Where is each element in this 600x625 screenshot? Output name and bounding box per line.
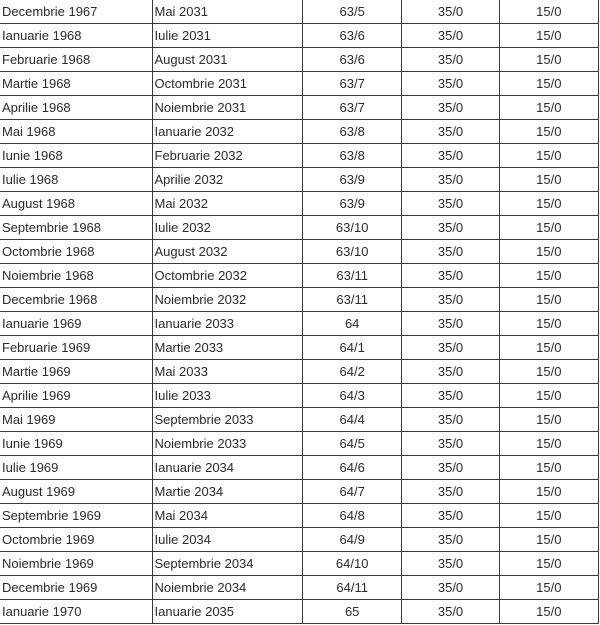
- birth-date-cell: Octombrie 1969: [0, 528, 152, 552]
- birth-date-cell: August 1969: [0, 480, 152, 504]
- standard-age-cell: 63/9: [303, 192, 402, 216]
- table-row: [0, 336, 599, 360]
- standard-age-cell: 64: [303, 312, 402, 336]
- birth-date-cell: Iunie 1968: [0, 144, 152, 168]
- table-row: [0, 216, 599, 240]
- birth-date-cell: Ianuarie 1968: [0, 24, 152, 48]
- retirement-date-cell: Februarie 2032: [152, 144, 303, 168]
- contribution-years-cell: 35/0: [402, 120, 499, 144]
- contribution-years-cell: 35/0: [402, 384, 499, 408]
- retirement-date-cell: Iulie 2032: [152, 216, 303, 240]
- standard-age-cell: 63/7: [303, 96, 402, 120]
- birth-date-cell: Aprilie 1968: [0, 96, 152, 120]
- standard-age-cell: 64/3: [303, 384, 402, 408]
- birth-date-cell: Februarie 1968: [0, 48, 152, 72]
- table-row: [0, 576, 599, 600]
- retirement-date-cell: Martie 2034: [152, 480, 303, 504]
- table-row: [0, 384, 599, 408]
- standard-age-cell: 63/7: [303, 72, 402, 96]
- retirement-date-cell: Septembrie 2033: [152, 408, 303, 432]
- minimum-contribution-cell: 15/0: [499, 552, 598, 576]
- minimum-contribution-cell: 15/0: [499, 480, 598, 504]
- contribution-years-cell: 35/0: [402, 504, 499, 528]
- birth-date-cell: Octombrie 1968: [0, 240, 152, 264]
- retirement-date-cell: Octombrie 2032: [152, 264, 303, 288]
- retirement-date-cell: August 2031: [152, 48, 303, 72]
- minimum-contribution-cell: 15/0: [499, 600, 598, 624]
- standard-age-cell: 64/1: [303, 336, 402, 360]
- contribution-years-cell: 35/0: [402, 144, 499, 168]
- table-row: [0, 408, 599, 432]
- minimum-contribution-cell: 15/0: [499, 216, 598, 240]
- table-row: [0, 144, 599, 168]
- birth-date-cell: Septembrie 1969: [0, 504, 152, 528]
- contribution-years-cell: 35/0: [402, 312, 499, 336]
- contribution-years-cell: 35/0: [402, 264, 499, 288]
- retirement-date-cell: Noiembrie 2032: [152, 288, 303, 312]
- table-row: [0, 312, 599, 336]
- contribution-years-cell: 35/0: [402, 0, 499, 24]
- table-row: [0, 96, 599, 120]
- contribution-years-cell: 35/0: [402, 48, 499, 72]
- table-row: [0, 0, 599, 24]
- contribution-years-cell: 35/0: [402, 96, 499, 120]
- birth-date-cell: Noiembrie 1968: [0, 264, 152, 288]
- retirement-date-cell: Ianuarie 2032: [152, 120, 303, 144]
- birth-date-cell: Iulie 1968: [0, 168, 152, 192]
- minimum-contribution-cell: 15/0: [499, 504, 598, 528]
- retirement-date-cell: Iulie 2031: [152, 24, 303, 48]
- contribution-years-cell: 35/0: [402, 408, 499, 432]
- minimum-contribution-cell: 15/0: [499, 168, 598, 192]
- retirement-date-cell: Noiembrie 2033: [152, 432, 303, 456]
- standard-age-cell: 64/2: [303, 360, 402, 384]
- table-row: [0, 504, 599, 528]
- table-row: [0, 168, 599, 192]
- contribution-years-cell: 35/0: [402, 240, 499, 264]
- retirement-date-cell: August 2032: [152, 240, 303, 264]
- birth-date-cell: Decembrie 1967: [0, 0, 152, 24]
- minimum-contribution-cell: 15/0: [499, 240, 598, 264]
- retirement-date-cell: Iulie 2033: [152, 384, 303, 408]
- minimum-contribution-cell: 15/0: [499, 576, 598, 600]
- table-row: [0, 48, 599, 72]
- minimum-contribution-cell: 15/0: [499, 144, 598, 168]
- minimum-contribution-cell: 15/0: [499, 312, 598, 336]
- table-row: [0, 432, 599, 456]
- minimum-contribution-cell: 15/0: [499, 528, 598, 552]
- contribution-years-cell: 35/0: [402, 168, 499, 192]
- table-row: [0, 72, 599, 96]
- contribution-years-cell: 35/0: [402, 576, 499, 600]
- standard-age-cell: 64/10: [303, 552, 402, 576]
- minimum-contribution-cell: 15/0: [499, 48, 598, 72]
- retirement-date-cell: Septembrie 2034: [152, 552, 303, 576]
- contribution-years-cell: 35/0: [402, 216, 499, 240]
- retirement-date-cell: Octombrie 2031: [152, 72, 303, 96]
- standard-age-cell: 64/6: [303, 456, 402, 480]
- minimum-contribution-cell: 15/0: [499, 384, 598, 408]
- table-row: [0, 264, 599, 288]
- standard-age-cell: 63/8: [303, 120, 402, 144]
- retirement-date-cell: Mai 2033: [152, 360, 303, 384]
- birth-date-cell: Septembrie 1968: [0, 216, 152, 240]
- retirement-date-cell: Noiembrie 2031: [152, 96, 303, 120]
- table-row: [0, 192, 599, 216]
- standard-age-cell: 64/5: [303, 432, 402, 456]
- contribution-years-cell: 35/0: [402, 432, 499, 456]
- standard-age-cell: 63/5: [303, 0, 402, 24]
- minimum-contribution-cell: 15/0: [499, 360, 598, 384]
- table-row: [0, 240, 599, 264]
- birth-date-cell: Februarie 1969: [0, 336, 152, 360]
- table-row: [0, 360, 599, 384]
- table-row: [0, 24, 599, 48]
- standard-age-cell: 63/6: [303, 24, 402, 48]
- retirement-date-cell: Mai 2034: [152, 504, 303, 528]
- table-row: [0, 528, 599, 552]
- minimum-contribution-cell: 15/0: [499, 432, 598, 456]
- minimum-contribution-cell: 15/0: [499, 96, 598, 120]
- standard-age-cell: 64/7: [303, 480, 402, 504]
- minimum-contribution-cell: 15/0: [499, 408, 598, 432]
- standard-age-cell: 64/8: [303, 504, 402, 528]
- retirement-date-cell: Ianuarie 2033: [152, 312, 303, 336]
- birth-date-cell: Ianuarie 1970: [0, 600, 152, 624]
- birth-date-cell: Iunie 1969: [0, 432, 152, 456]
- contribution-years-cell: 35/0: [402, 552, 499, 576]
- table-row: [0, 456, 599, 480]
- birth-date-cell: Mai 1969: [0, 408, 152, 432]
- contribution-years-cell: 35/0: [402, 528, 499, 552]
- birth-date-cell: Decembrie 1969: [0, 576, 152, 600]
- retirement-date-cell: Mai 2032: [152, 192, 303, 216]
- minimum-contribution-cell: 15/0: [499, 336, 598, 360]
- standard-age-cell: 63/8: [303, 144, 402, 168]
- contribution-years-cell: 35/0: [402, 456, 499, 480]
- contribution-years-cell: 35/0: [402, 288, 499, 312]
- table-row: [0, 552, 599, 576]
- contribution-years-cell: 35/0: [402, 24, 499, 48]
- retirement-date-cell: Iulie 2034: [152, 528, 303, 552]
- standard-age-cell: 65: [303, 600, 402, 624]
- birth-date-cell: Ianuarie 1969: [0, 312, 152, 336]
- minimum-contribution-cell: 15/0: [499, 192, 598, 216]
- standard-age-cell: 63/11: [303, 288, 402, 312]
- standard-age-cell: 63/11: [303, 264, 402, 288]
- retirement-date-cell: Martie 2033: [152, 336, 303, 360]
- minimum-contribution-cell: 15/0: [499, 24, 598, 48]
- contribution-years-cell: 35/0: [402, 192, 499, 216]
- minimum-contribution-cell: 15/0: [499, 120, 598, 144]
- contribution-years-cell: 35/0: [402, 600, 499, 624]
- standard-age-cell: 64/11: [303, 576, 402, 600]
- birth-date-cell: Mai 1968: [0, 120, 152, 144]
- table-row: [0, 120, 599, 144]
- contribution-years-cell: 35/0: [402, 360, 499, 384]
- birth-date-cell: Aprilie 1969: [0, 384, 152, 408]
- birth-date-cell: Decembrie 1968: [0, 288, 152, 312]
- table-row: [0, 480, 599, 504]
- standard-age-cell: 63/10: [303, 216, 402, 240]
- retirement-date-cell: Ianuarie 2034: [152, 456, 303, 480]
- birth-date-cell: Noiembrie 1969: [0, 552, 152, 576]
- retirement-date-cell: Ianuarie 2035: [152, 600, 303, 624]
- retirement-date-cell: Aprilie 2032: [152, 168, 303, 192]
- birth-date-cell: Martie 1969: [0, 360, 152, 384]
- contribution-years-cell: 35/0: [402, 480, 499, 504]
- standard-age-cell: 63/9: [303, 168, 402, 192]
- minimum-contribution-cell: 15/0: [499, 72, 598, 96]
- minimum-contribution-cell: 15/0: [499, 456, 598, 480]
- birth-date-cell: Martie 1968: [0, 72, 152, 96]
- standard-age-cell: 63/10: [303, 240, 402, 264]
- contribution-years-cell: 35/0: [402, 72, 499, 96]
- retirement-date-cell: Noiembrie 2034: [152, 576, 303, 600]
- contribution-years-cell: 35/0: [402, 336, 499, 360]
- table-row: [0, 600, 599, 624]
- minimum-contribution-cell: 15/0: [499, 288, 598, 312]
- minimum-contribution-cell: 15/0: [499, 264, 598, 288]
- table-row: [0, 288, 599, 312]
- standard-age-cell: 64/4: [303, 408, 402, 432]
- birth-date-cell: August 1968: [0, 192, 152, 216]
- standard-age-cell: 64/9: [303, 528, 402, 552]
- minimum-contribution-cell: 15/0: [499, 0, 598, 24]
- birth-date-cell: Iulie 1969: [0, 456, 152, 480]
- standard-age-cell: 63/6: [303, 48, 402, 72]
- retirement-date-cell: Mai 2031: [152, 0, 303, 24]
